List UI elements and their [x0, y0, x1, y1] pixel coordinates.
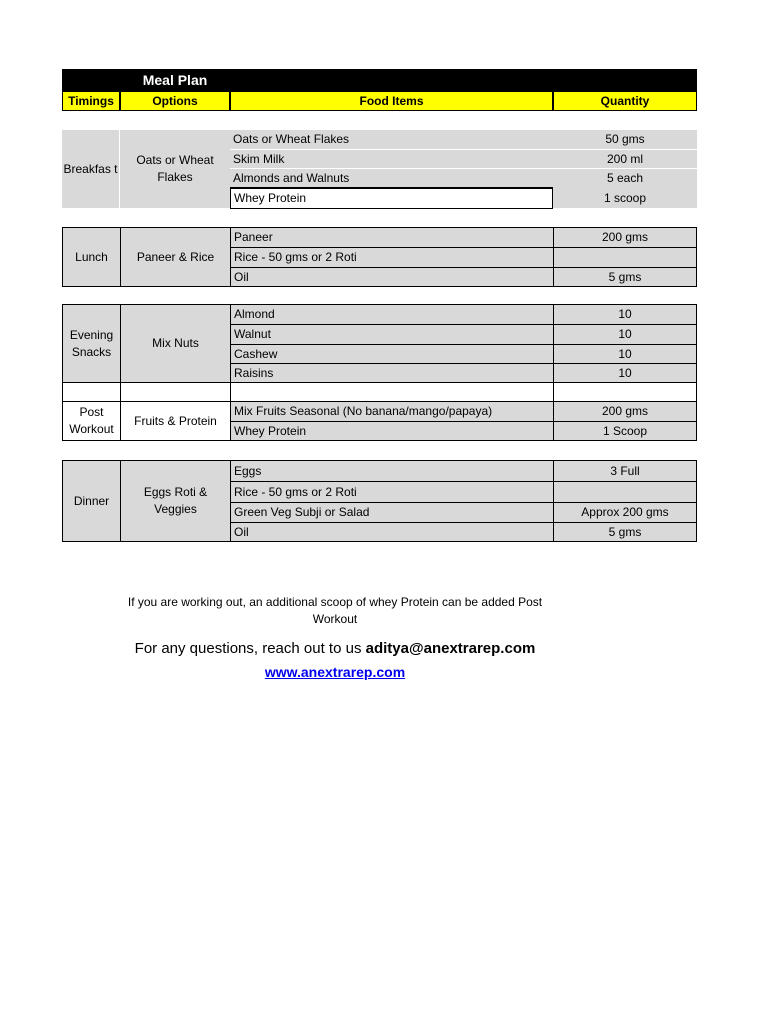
header-food-items: Food Items: [230, 91, 553, 111]
quantity: 5 gms: [553, 522, 697, 542]
food-item: Paneer: [230, 227, 554, 248]
food-item: Walnut: [230, 324, 554, 345]
food-item: Whey Protein: [230, 188, 553, 209]
option-post-workout: Fruits & Protein: [120, 401, 231, 441]
header-timings: Timings: [62, 91, 120, 111]
header-quantity: Quantity: [553, 91, 697, 111]
timing-lunch: Lunch: [62, 227, 121, 287]
quantity: 10: [553, 363, 697, 383]
footer-contact: [90, 640, 580, 657]
header-options: Options: [120, 91, 230, 111]
empty-cell: [553, 382, 697, 402]
option-lunch: Paneer & Rice: [120, 227, 231, 287]
timing-dinner: Dinner: [62, 460, 121, 542]
timing-post-workout: Post Workout: [62, 401, 121, 441]
food-item: Oil: [230, 267, 554, 287]
empty-cell: [120, 382, 231, 402]
food-item: Oil: [230, 522, 554, 542]
timing-evening-snacks: Evening Snacks: [62, 304, 121, 383]
footer-website-wrap: [180, 664, 490, 680]
quantity: 200 ml: [553, 150, 697, 169]
food-item: Whey Protein: [230, 421, 554, 441]
quantity: 5 each: [553, 169, 697, 188]
food-item: Green Veg Subji or Salad: [230, 502, 554, 523]
option-dinner: Eggs Roti & Veggies: [120, 460, 231, 542]
quantity: 200 gms: [553, 227, 697, 248]
footer-contact-text: For any questions, reach out to us: [134, 640, 366, 657]
website-link[interactable]: www.anextrarep.com: [264, 664, 406, 680]
food-item: Almond: [230, 304, 554, 325]
food-item: Almonds and Walnuts: [230, 169, 553, 188]
empty-cell: [62, 382, 121, 402]
food-item: Oats or Wheat Flakes: [230, 130, 553, 150]
quantity: 50 gms: [553, 130, 697, 150]
option-evening-snacks: Mix Nuts: [120, 304, 231, 383]
food-item: Raisins: [230, 363, 554, 383]
food-item: Cashew: [230, 344, 554, 364]
food-item: Rice - 50 gms or 2 Roti: [230, 481, 554, 503]
footer-note: If you are working out, an additional scoop of whey Protein can be added Post Workout: [127, 595, 543, 626]
food-item: Skim Milk: [230, 150, 553, 169]
quantity: Approx 200 gms: [553, 502, 697, 523]
timing-breakfast: Breakfas t: [62, 130, 120, 208]
contact-email[interactable]: aditya@anextrarep.com: [365, 640, 536, 657]
quantity: 3 Full: [553, 460, 697, 482]
quantity: 1 scoop: [553, 188, 697, 208]
empty-cell: [230, 382, 554, 402]
quantity: 5 gms: [553, 267, 697, 287]
quantity: 10: [553, 304, 697, 325]
quantity: 1 Scoop: [553, 421, 697, 441]
food-item: Mix Fruits Seasonal (No banana/mango/papaya): [230, 401, 554, 422]
food-item: Eggs: [230, 460, 554, 482]
quantity: [553, 481, 697, 503]
option-breakfast: Oats or Wheat Flakes: [120, 130, 230, 208]
quantity: [553, 247, 697, 268]
page-title: Meal Plan: [142, 71, 208, 88]
quantity: 10: [553, 344, 697, 364]
quantity: 200 gms: [553, 401, 697, 422]
food-item: Rice - 50 gms or 2 Roti: [230, 247, 554, 268]
quantity: 10: [553, 324, 697, 345]
